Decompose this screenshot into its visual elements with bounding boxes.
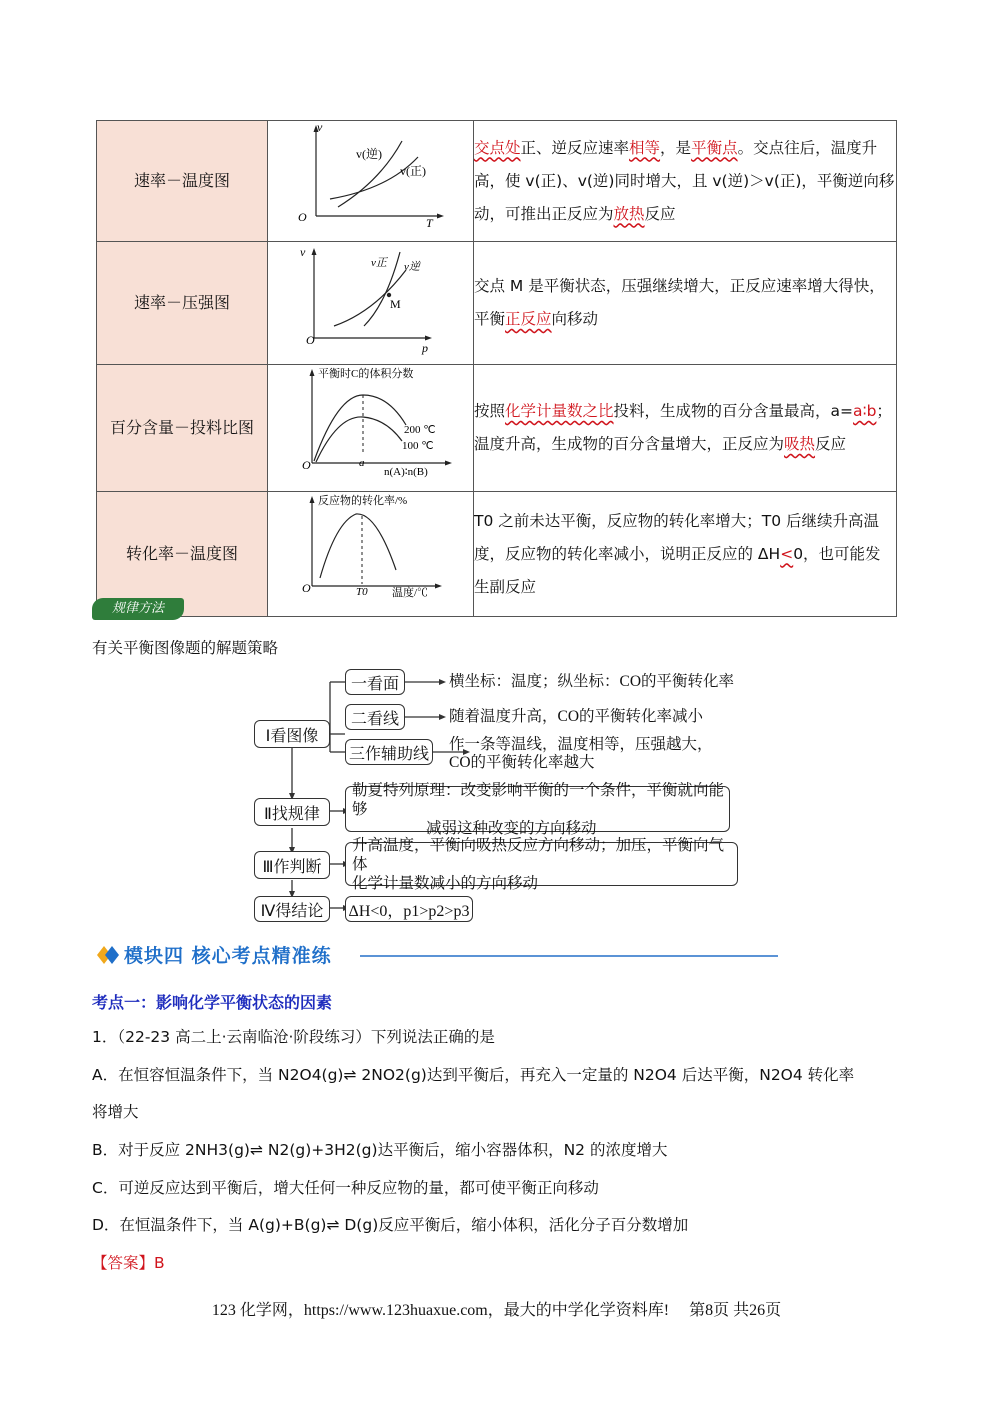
module-header xyxy=(92,938,782,972)
flow-text-judge-2: 化学计量数减小的方向移动 xyxy=(352,874,539,892)
desc-text: 正、逆反应速率 xyxy=(520,138,630,157)
origin-label: O xyxy=(306,333,315,347)
module-title: 模块四 核心考点精准练 xyxy=(124,945,332,967)
desc-text: 交点 M 是平衡状态，压强继续增大，正反应速率增大得快，平衡 xyxy=(474,277,885,328)
origin-label: O xyxy=(302,458,311,472)
flow-text-aux-1: 作一条等温线，温度相等，压强越大， xyxy=(449,736,713,753)
desc-text: 反应 xyxy=(644,204,676,223)
desc-text: ；温度升高，生成物的百分含量增大，正反应为 xyxy=(474,402,892,453)
y-axis-label: 平衡时C的体积分数 xyxy=(318,368,414,380)
flow-step-find-rule: Ⅱ找规律 xyxy=(254,798,330,826)
row-name: 速率－温度图 xyxy=(97,121,268,242)
highlight-text: 交点处 xyxy=(474,138,521,157)
curve-forward-label: v正 xyxy=(371,257,387,269)
desc-text: T0 之前未达平衡，反应物的转化率增大；T0 后继续升高温度，反应物的转化率减小，说明正反应的 ΔH xyxy=(474,511,880,563)
method-badge: 规律方法 xyxy=(92,598,184,620)
flow-box-conclusion: ΔH<0，p1>p2>p3 xyxy=(345,896,473,922)
flow-box-judgement xyxy=(345,836,738,892)
question-stem: 1．（22-23 高二上·云南临沧·阶段练习）下列说法正确的是 xyxy=(92,1028,495,1046)
flow-sub-aux-line: 三作辅助线 xyxy=(345,739,433,765)
row-name: 百分含量－投料比图 xyxy=(97,365,268,492)
curve-reverse-label: v(逆) xyxy=(356,147,382,161)
option-c: C．可逆反应达到平衡后，增大任何一种反应物的量，都可使平衡正向移动 xyxy=(92,1179,599,1197)
x-axis-label: 温度/℃ xyxy=(392,587,429,599)
highlight-text: 化学计量数之比 xyxy=(505,402,614,420)
desc-text: 投料，生成物的百分含量最高，a= xyxy=(613,402,854,420)
flow-text-judge-1: 升高温度，平衡向吸热反应方向移动；加压，平衡向气体 xyxy=(352,836,725,873)
x-axis-label: p xyxy=(422,341,428,355)
option-a-line1: A．在恒容恒温条件下，当 N2O4(g)⇌ 2NO2(g)达到平衡后，再充入一定量的 N2O4 后达平衡，N2O4 转化率 xyxy=(92,1066,855,1084)
y-axis-label: v xyxy=(300,245,306,259)
kaodian-heading: 考点一：影响化学平衡状态的因素 xyxy=(92,993,333,1012)
desc-text: 0，也可能发生副反应 xyxy=(474,544,881,596)
flow-step-conclude: Ⅳ得结论 xyxy=(254,896,330,922)
highlight-text: 正反应 xyxy=(505,310,552,328)
strategy-title: 有关平衡图像题的解题策略 xyxy=(92,639,279,657)
module-divider xyxy=(360,955,778,957)
flow-text-rule-2: 减弱这种改变的方向移动 xyxy=(426,819,597,837)
desc-text: 向移动 xyxy=(551,310,599,328)
flow-step-look-graph: Ⅰ看图像 xyxy=(254,720,330,748)
x-axis-label: T xyxy=(426,216,433,230)
flow-text-axes: 横坐标：温度；纵坐标：CO的平衡转化率 xyxy=(449,673,735,690)
flow-text-trend: 随着温度升高，CO的平衡转化率减小 xyxy=(449,708,704,725)
intersection-label: M xyxy=(390,297,401,311)
flow-sub-surface: 一看面 xyxy=(345,669,405,695)
option-a-line2: 将增大 xyxy=(92,1103,139,1121)
curve-label-200: 200 ℃ xyxy=(404,424,436,436)
highlight-text: a∶b xyxy=(853,402,877,420)
highlight-text: 相等 xyxy=(629,138,661,157)
highlight-text: 放热 xyxy=(613,204,645,223)
origin-label: O xyxy=(298,210,307,224)
page-footer: 123 化学网，https://www.123huaxue.com，最大的中学化学资料库! 第8页 共26页 xyxy=(211,1302,782,1319)
option-b: B．对于反应 2NH3(g)⇌ N2(g)+3H2(g)达平衡后，缩小容器体积，N2 的浓度增大 xyxy=(92,1141,668,1159)
tick-label: T0 xyxy=(356,586,368,598)
highlight-text: 平衡点 xyxy=(691,138,738,157)
curve-reverse-label: v逆 xyxy=(404,261,420,273)
tick-label: a xyxy=(359,457,365,469)
row-name: 速率－压强图 xyxy=(97,242,268,365)
flow-sub-line: 二看线 xyxy=(345,704,405,730)
flow-text-aux-2: CO的平衡转化率越大 xyxy=(449,754,595,771)
y-axis-label: 反应物的转化率/% xyxy=(318,495,408,507)
desc-text: 反应 xyxy=(815,435,847,453)
option-d: D．在恒温条件下，当 A(g)+B(g)⇌ D(g)反应平衡后，缩小体积，活化分子百分数增加 xyxy=(92,1216,689,1234)
x-axis-label: n(A)∶n(B) xyxy=(384,466,428,478)
highlight-text: 吸热 xyxy=(784,435,816,453)
desc-text: ，是 xyxy=(660,138,692,157)
flow-box-le-chatelier xyxy=(345,781,730,837)
flow-text-rule-1: 勒夏特列原理：改变影响平衡的一个条件，平衡就向能够 xyxy=(352,781,725,818)
y-axis-label: v xyxy=(317,121,323,134)
answer: 【答案】B xyxy=(92,1254,165,1272)
highlight-text: < xyxy=(780,544,794,563)
desc-text: 。交点往后，温度升高，使 v(正)、v(逆)同时增大，且 v(逆)＞v(正)，平衡逆向移动，可推出正反应为 xyxy=(474,138,895,223)
row-name: 转化率－温度图 xyxy=(97,492,268,617)
flow-step-judge: Ⅲ作判断 xyxy=(254,851,330,879)
origin-label: O xyxy=(302,581,311,595)
curve-forward-label: v(正) xyxy=(400,164,426,178)
desc-text: 按照 xyxy=(474,402,506,420)
curve-label-100: 100 ℃ xyxy=(402,440,434,452)
diamond-icon xyxy=(96,944,120,966)
